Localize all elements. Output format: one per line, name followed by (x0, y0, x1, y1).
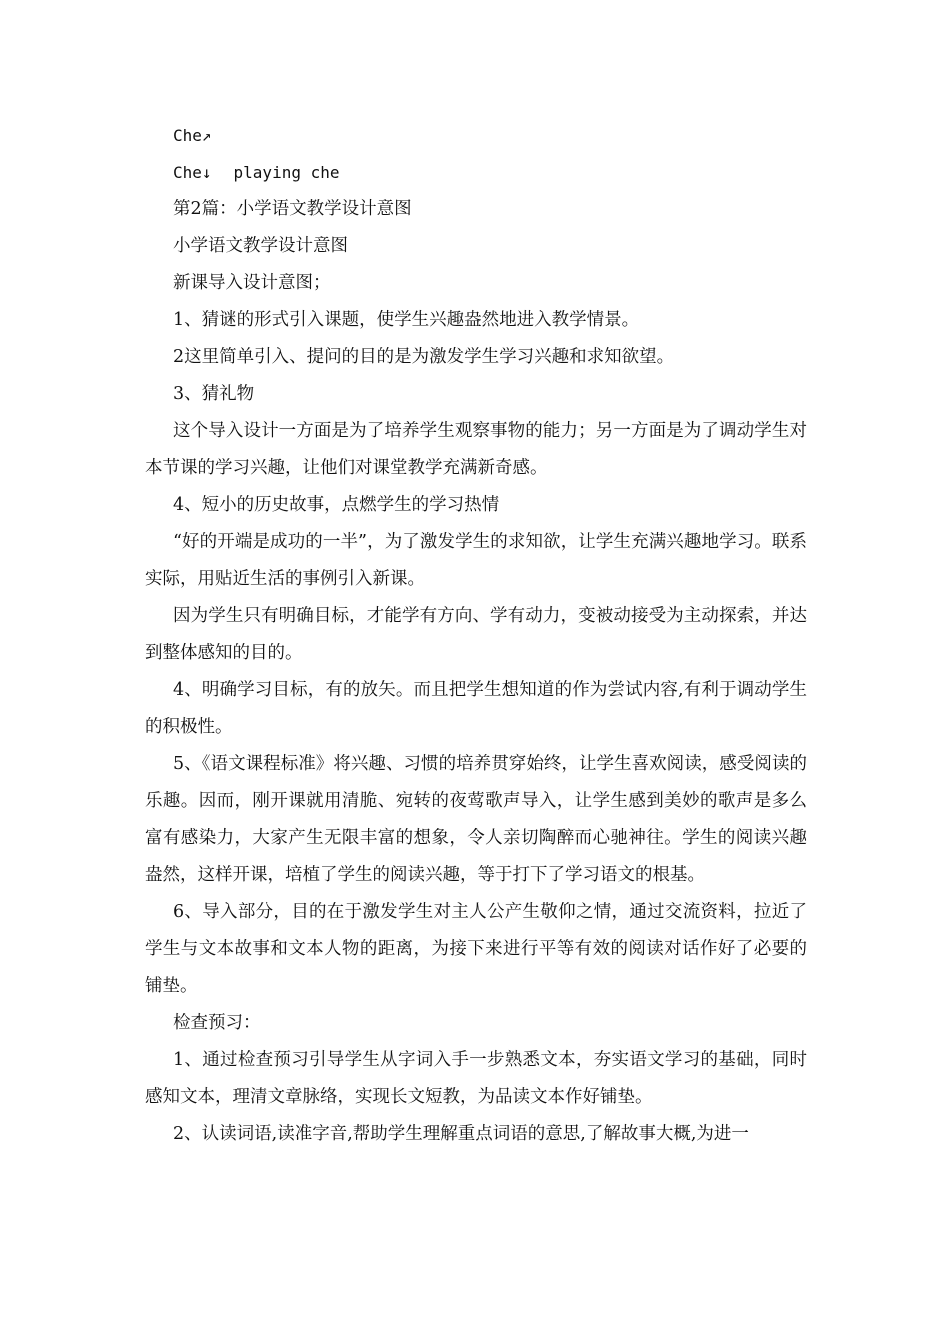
paragraph: 3、猜礼物 (173, 384, 255, 404)
che-falling-line (145, 154, 807, 191)
paragraph: 4、短小的历史故事，点燃学生的学习热情 (173, 495, 500, 515)
paragraph: 这个导入设计一方面是为了培养学生观察事物的能力；另一方面是为了调动学生对本节课的学习兴趣，让他们对课堂教学充满新奇感。 (145, 421, 807, 478)
paragraph: 2这里简单引入、提问的目的是为激发学生学习兴趣和求知欲望。 (173, 347, 675, 367)
paragraph: 因为学生只有明确目标，才能学有方向、学有动力，变被动接受为主动探索，并达到整体感知的目的。 (145, 606, 807, 663)
document-body (145, 117, 807, 1153)
paragraph: 5、《语文课程标准》将兴趣、习惯的培养贯穿始终，让学生喜欢阅读，感受阅读的乐趣。因而，刚开课就用清脆、宛转的夜莺歌声导入，让学生感到美妙的歌声是多么富有感染力，大家产生无限丰富的想象，令人亲切陶醉而心驰神往。学生的阅读兴趣盎然，这样开课，培植了学生的阅读兴趣，等于打下了学习语文的根基。 (145, 754, 807, 885)
paragraph: “好的开端是成功的一半”，为了激发学生的求知欲，让学生充满兴趣地学习。联系实际，用贴近生活的事例引入新课。 (145, 532, 807, 589)
che-rising-line (145, 117, 807, 154)
paragraph: 1、猜谜的形式引入课题，使学生兴趣盎然地进入教学情景。 (173, 310, 640, 330)
paragraph: 6、导入部分，目的在于激发学生对主人公产生敬仰之情，通过交流资料，拉近了学生与文本故事和文本人物的距离，为接下来进行平等有效的阅读对话作好了必要的铺垫。 (145, 902, 807, 996)
che-falling-text: Che↓ (173, 163, 212, 182)
subheading-intro: 新课导入设计意图； (173, 273, 331, 293)
paragraph: 4、明确学习目标，有的放矢。而且把学生想知道的作为尝试内容,有利于调动学生的积极性。 (145, 680, 807, 737)
section-heading: 第2篇：小学语文教学设计意图 (173, 199, 412, 219)
document-title: 小学语文教学设计意图 (173, 236, 348, 256)
paragraph: 2、认读词语,读准字音,帮助学生理解重点词语的意思,了解故事大概,为进一 (173, 1124, 749, 1144)
che-rising-text: Che↗ (173, 126, 212, 145)
playing-che-text: playing che (233, 163, 340, 182)
paragraph: 1、通过检查预习引导学生从字词入手一步熟悉文本，夯实语文学习的基础，同时感知文本，理清文章脉络，实现长文短教，为品读文本作好铺垫。 (145, 1050, 807, 1107)
subheading-preview: 检查预习： (173, 1013, 261, 1033)
